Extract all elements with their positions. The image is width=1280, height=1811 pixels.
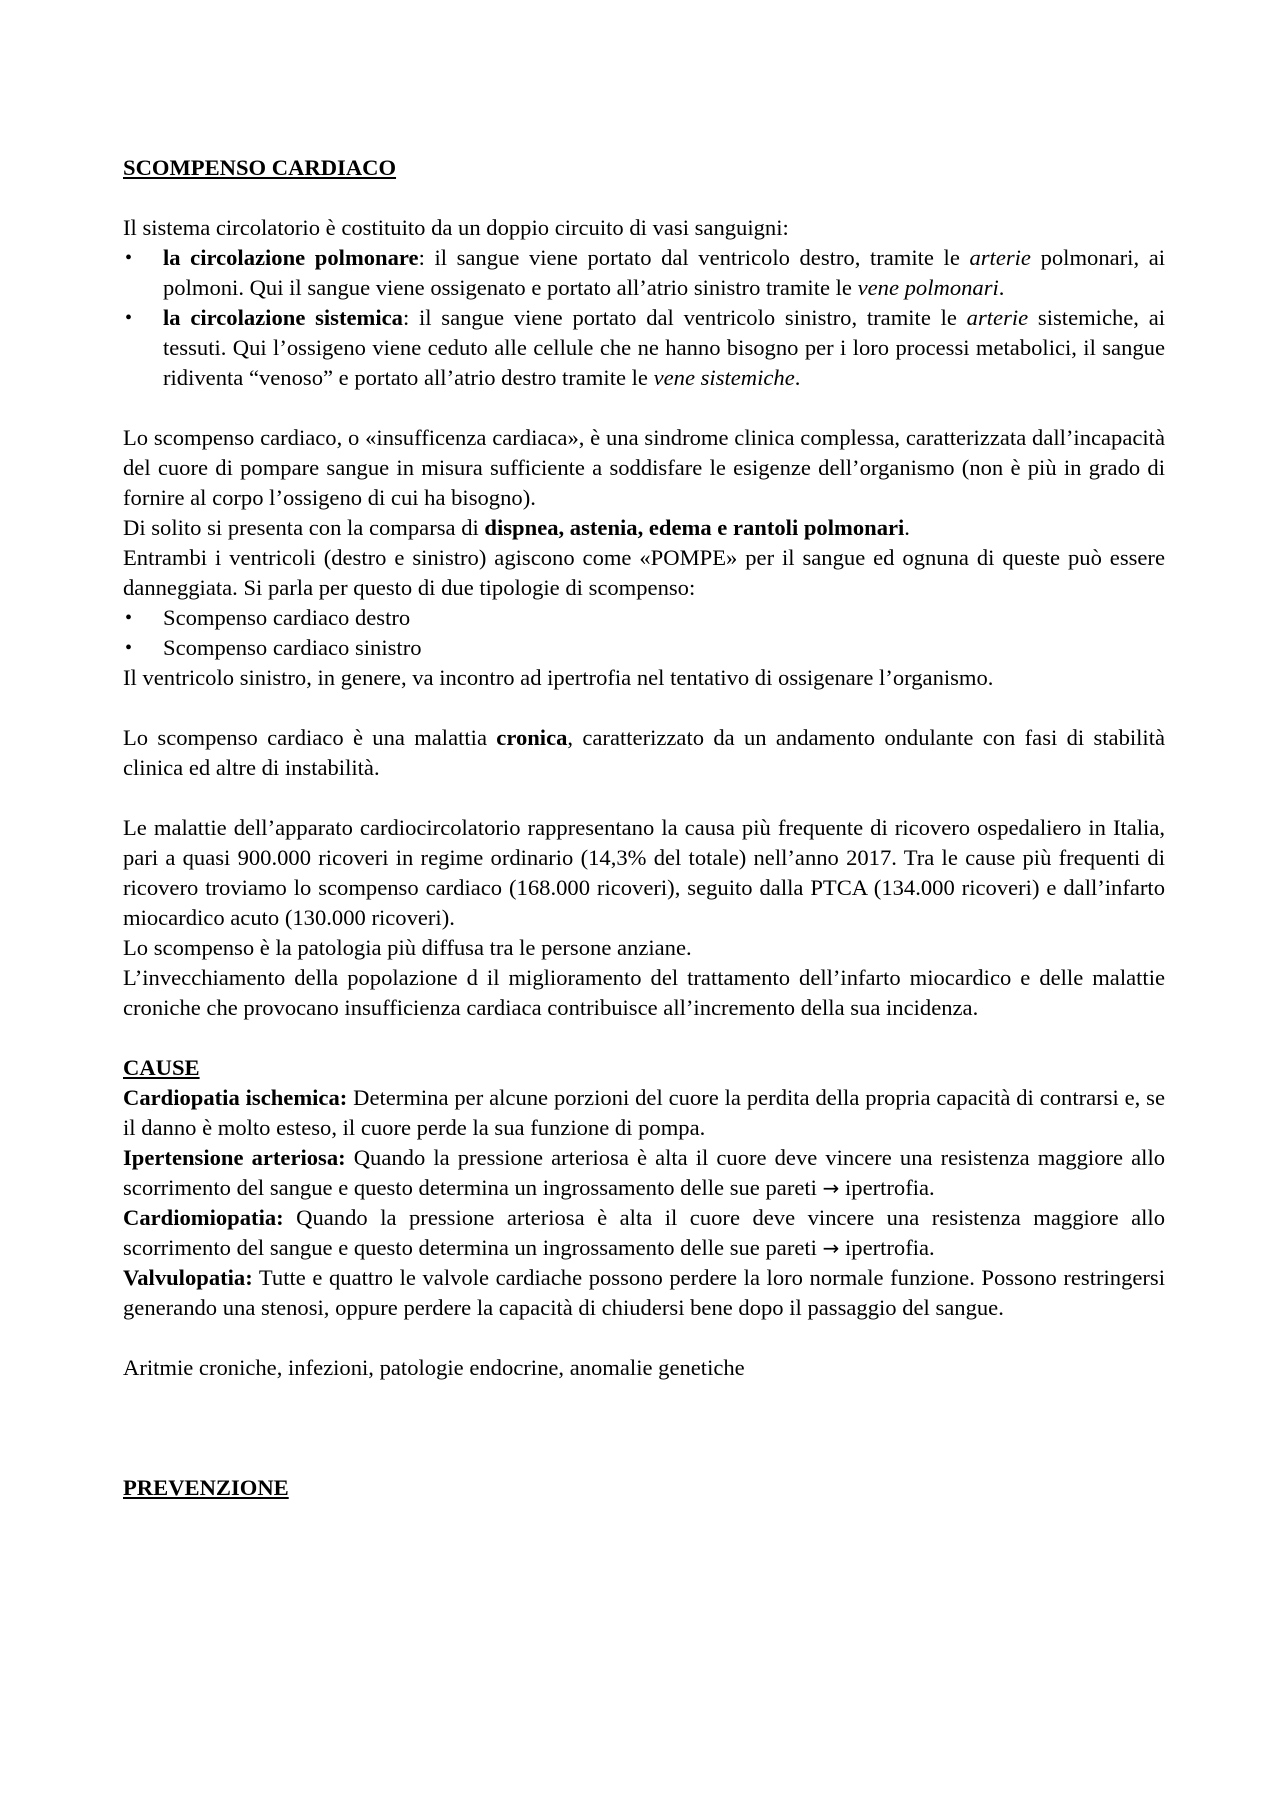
- bullet-icon: •: [125, 637, 133, 659]
- cause-item: Cardiopatia ischemica: Determina per alcune porzioni del cuore la perdita della propria capacità di contrarsi e, se il danno è molto esteso, il cuore perde la sua funzione di pompa.: [123, 1085, 1165, 1140]
- bullet-icon: •: [125, 247, 133, 269]
- list-item: • la circolazione polmonare: il sangue viene portato dal ventricolo destro, tramite le arterie polmonari, ai polmoni. Qui il sangue viene ossigenato e portato all’atrio sinistro tramite le vene polmonari.: [125, 245, 1165, 300]
- bullet-icon: •: [125, 307, 133, 329]
- bullet-icon: •: [125, 607, 133, 629]
- other-causes-text: Aritmie croniche, infezioni, patologie endocrine, anomalie genetiche: [123, 1355, 745, 1380]
- circuit-list: [123, 243, 1165, 393]
- list-item: • Scompenso cardiaco sinistro: [123, 633, 1165, 663]
- list-item: • Scompenso cardiaco destro: [123, 603, 1165, 633]
- circuit-name: la circolazione sistemica: [163, 305, 403, 330]
- elderly-paragraph: Lo scompenso è la patologia più diffusa tra le persone anziane.: [123, 935, 692, 960]
- cause-item: Valvulopatia: Tutte e quattro le valvole cardiache possono perdere la loro normale funzione. Possono restringersi generando una stenosi, oppure perdere la capacità di chiudersi bene dopo il passaggio del sangue.: [123, 1265, 1165, 1320]
- chronic-paragraph: Lo scompenso cardiaco è una malattia cronica, caratterizzato da un andamento ondulante con fasi di stabilità clinica ed altre di instabilità.: [123, 725, 1165, 780]
- symptoms-paragraph: Di solito si presenta con la comparsa di dispnea, astenia, edema e rantoli polmonari.: [123, 515, 910, 540]
- cause-item: Cardiomiopatia: Quando la pressione arteriosa è alta il cuore deve vincere una resistenza maggiore allo scorrimento del sangue e questo determina un ingrossamento delle sue pareti → ipertrofia.: [123, 1205, 1165, 1260]
- types-list: [123, 603, 1165, 663]
- intro-text: Il sistema circolatorio è costituito da un doppio circuito di vasi sanguigni:: [123, 215, 789, 240]
- arrow-right-icon: →: [822, 1236, 840, 1260]
- aging-paragraph: L’invecchiamento della popolazione d il miglioramento del trattamento dell’infarto miocardico e delle malattie croniche che provocano insufficienza cardiaca contribuisce all’incremento della sua incidenza.: [123, 965, 1165, 1020]
- causes-heading: CAUSE: [123, 1055, 200, 1080]
- page-title: SCOMPENSO CARDIACO: [123, 155, 397, 180]
- circuit-name: la circolazione polmonare: [163, 245, 419, 270]
- hypertrophy-paragraph: Il ventricolo sinistro, in genere, va incontro ad ipertrofia nel tentativo di ossigenare l’organismo.: [123, 665, 994, 690]
- prevention-heading: PREVENZIONE: [123, 1475, 289, 1500]
- list-item: • la circolazione sistemica: il sangue viene portato dal ventricolo sinistro, tramite le arterie sistemiche, ai tessuti. Qui l’ossigeno viene ceduto alle cellule che ne hanno bisogno per i loro processi metabolici, il sangue ridiventa “venoso” e portato all’atrio destro tramite le vene sistemiche.: [125, 305, 1166, 390]
- statistics-paragraph: Le malattie dell’apparato cardiocircolatorio rappresentano la causa più frequente di ricovero ospedaliero in Italia, pari a quasi 900.000 ricoveri in regime ordinario (14,3% del totale) nell’anno 2017. Tra le cause più frequenti di ricovero troviamo lo scompenso cardiaco (168.000 ricoveri), seguito dalla PTCA (134.000 ricoveri) e dall’infarto miocardico acuto (130.000 ricoveri).: [123, 815, 1165, 930]
- arrow-right-icon: →: [822, 1176, 840, 1200]
- cause-item: Ipertensione arteriosa: Quando la pressione arteriosa è alta il cuore deve vincere una resistenza maggiore allo scorrimento del sangue e questo determina un ingrossamento delle sue pareti → ipertrofia.: [123, 1145, 1166, 1200]
- definition-paragraph: Lo scompenso cardiaco, o «insufficenza cardiaca», è una sindrome clinica complessa, caratterizzata dall’incapacità del cuore di pompare sangue in misura sufficiente a soddisfare le esigenze dell’organismo (non è più in grado di fornire al corpo l’ossigeno di cui ha bisogno).: [123, 425, 1165, 510]
- ventricles-paragraph: Entrambi i ventricoli (destro e sinistro) agiscono come «POMPE» per il sangue ed ognuna di queste può essere danneggiata. Si parla per questo di due tipologie di scompenso:: [123, 545, 1165, 600]
